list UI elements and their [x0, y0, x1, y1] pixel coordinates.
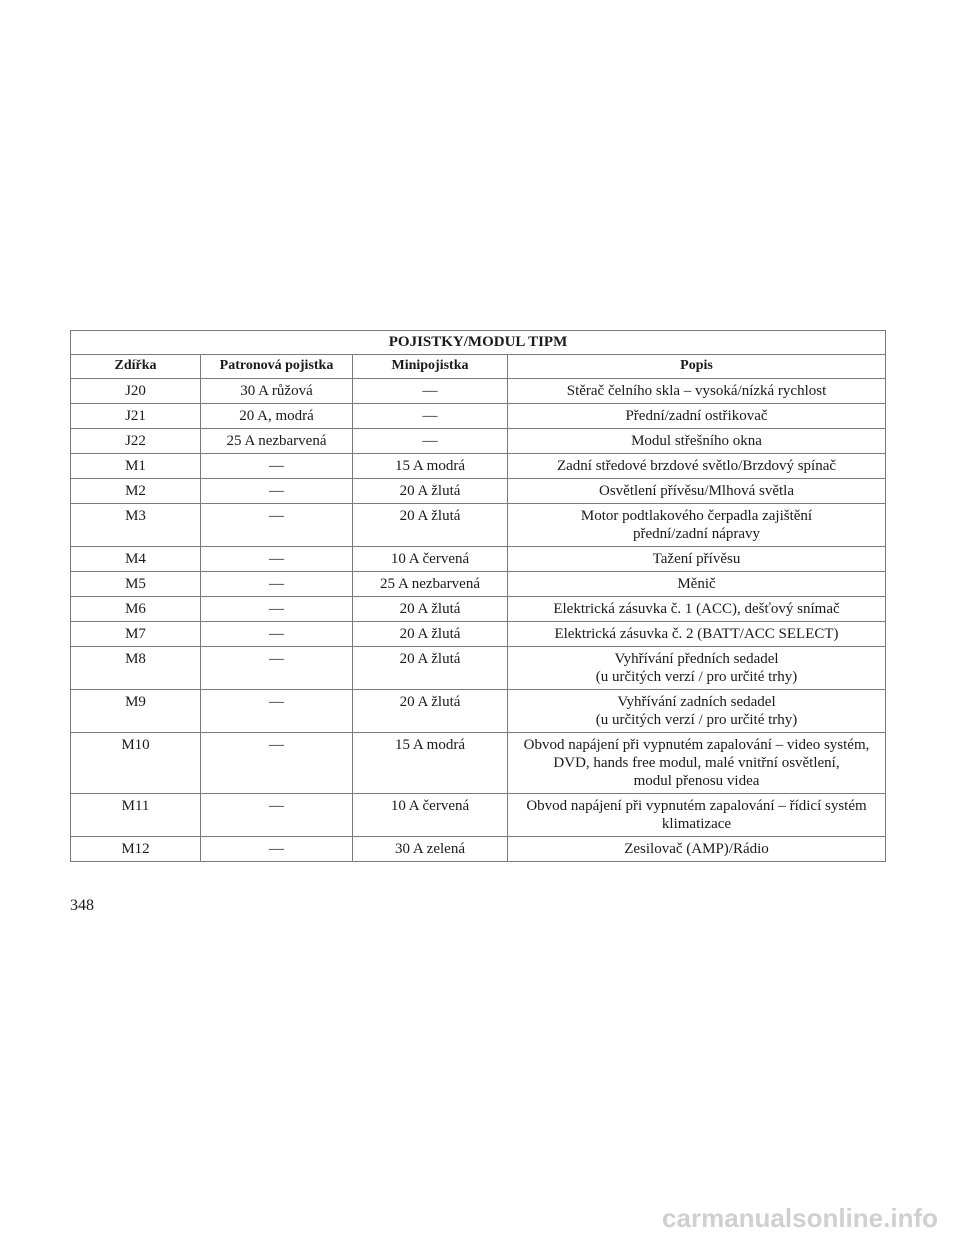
cell-description: Osvětlení přívěsu/Mlhová světla	[508, 479, 886, 504]
cell-description: Měnič	[508, 572, 886, 597]
cell-cavity: M3	[71, 504, 201, 547]
cell-cavity: M11	[71, 794, 201, 837]
cell-cartridge: —	[201, 837, 353, 862]
table-row	[71, 837, 886, 862]
cell-description: Motor podtlakového čerpadla zajištění přední/zadní nápravy	[508, 504, 886, 547]
cell-cartridge: 25 A nezbarvená	[201, 429, 353, 454]
cell-mini: 20 A žlutá	[353, 504, 508, 547]
cell-mini: 25 A nezbarvená	[353, 572, 508, 597]
cell-cavity: M9	[71, 690, 201, 733]
cell-cartridge: —	[201, 454, 353, 479]
cell-mini: 20 A žlutá	[353, 622, 508, 647]
fuse-rows	[71, 379, 886, 862]
table-row	[71, 429, 886, 454]
cell-description: Stěrač čelního skla – vysoká/nízká rychlost	[508, 379, 886, 404]
cell-cavity: M4	[71, 547, 201, 572]
cell-mini: 10 A červená	[353, 794, 508, 837]
cell-description: Zesilovač (AMP)/Rádio	[508, 837, 886, 862]
cell-description: Přední/zadní ostřikovač	[508, 404, 886, 429]
table-row	[71, 547, 886, 572]
cell-cartridge: —	[201, 504, 353, 547]
cell-description: Elektrická zásuvka č. 2 (BATT/ACC SELECT)	[508, 622, 886, 647]
cell-cartridge: —	[201, 479, 353, 504]
header-cartridge-fuse: Patronová pojistka	[201, 355, 353, 379]
cell-mini: 20 A žlutá	[353, 479, 508, 504]
cell-mini: 20 A žlutá	[353, 647, 508, 690]
cell-description: Obvod napájení při vypnutém zapalování – video systém, DVD, hands free modul, malé vnitřní osvětlení, modul přenosu videa	[508, 733, 886, 794]
table-row	[71, 597, 886, 622]
cell-cartridge: —	[201, 597, 353, 622]
cell-cavity: M1	[71, 454, 201, 479]
cell-mini: 20 A žlutá	[353, 690, 508, 733]
fuse-table	[70, 330, 886, 862]
cell-cartridge: 30 A růžová	[201, 379, 353, 404]
cell-mini: —	[353, 429, 508, 454]
cell-mini: 10 A červená	[353, 547, 508, 572]
cell-mini: 15 A modrá	[353, 454, 508, 479]
site-watermark: carmanualsonline.info	[662, 1203, 938, 1233]
cell-description: Vyhřívání zadních sedadel (u určitých verzí / pro určité trhy)	[508, 690, 886, 733]
page-number: 348	[70, 897, 94, 914]
cell-cartridge: —	[201, 622, 353, 647]
cell-cartridge: —	[201, 690, 353, 733]
cell-description: Tažení přívěsu	[508, 547, 886, 572]
cell-mini: —	[353, 404, 508, 429]
cell-cavity: J20	[71, 379, 201, 404]
table-header-row	[71, 355, 886, 379]
cell-cavity: M2	[71, 479, 201, 504]
header-mini-fuse: Minipojistka	[353, 355, 508, 379]
cell-cartridge: —	[201, 572, 353, 597]
table-row	[71, 504, 886, 547]
cell-description: Zadní středové brzdové světlo/Brzdový spínač	[508, 454, 886, 479]
table-title: POJISTKY/MODUL TIPM	[71, 331, 886, 355]
cell-cavity: M5	[71, 572, 201, 597]
table-row	[71, 690, 886, 733]
cell-description: Vyhřívání předních sedadel (u určitých verzí / pro určité trhy)	[508, 647, 886, 690]
table-row	[71, 572, 886, 597]
cell-cavity: M7	[71, 622, 201, 647]
cell-cavity: M12	[71, 837, 201, 862]
header-description: Popis	[508, 355, 886, 379]
table-row	[71, 647, 886, 690]
cell-cartridge: —	[201, 794, 353, 837]
cell-cartridge: —	[201, 647, 353, 690]
cell-mini: 30 A zelená	[353, 837, 508, 862]
cell-cavity: J22	[71, 429, 201, 454]
cell-cavity: J21	[71, 404, 201, 429]
cell-mini: —	[353, 379, 508, 404]
cell-description: Modul střešního okna	[508, 429, 886, 454]
cell-cartridge: —	[201, 547, 353, 572]
table-row	[71, 479, 886, 504]
cell-description: Obvod napájení při vypnutém zapalování – řídicí systém klimatizace	[508, 794, 886, 837]
cell-cavity: M8	[71, 647, 201, 690]
table-row	[71, 794, 886, 837]
cell-mini: 15 A modrá	[353, 733, 508, 794]
table-row	[71, 379, 886, 404]
table-row	[71, 404, 886, 429]
cell-mini: 20 A žlutá	[353, 597, 508, 622]
cell-description: Elektrická zásuvka č. 1 (ACC), dešťový snímač	[508, 597, 886, 622]
table-row	[71, 454, 886, 479]
table-title-row	[71, 331, 886, 355]
header-cavity: Zdířka	[71, 355, 201, 379]
table-row	[71, 733, 886, 794]
cell-cavity: M6	[71, 597, 201, 622]
cell-cartridge: 20 A, modrá	[201, 404, 353, 429]
cell-cartridge: —	[201, 733, 353, 794]
table-row	[71, 622, 886, 647]
cell-cavity: M10	[71, 733, 201, 794]
